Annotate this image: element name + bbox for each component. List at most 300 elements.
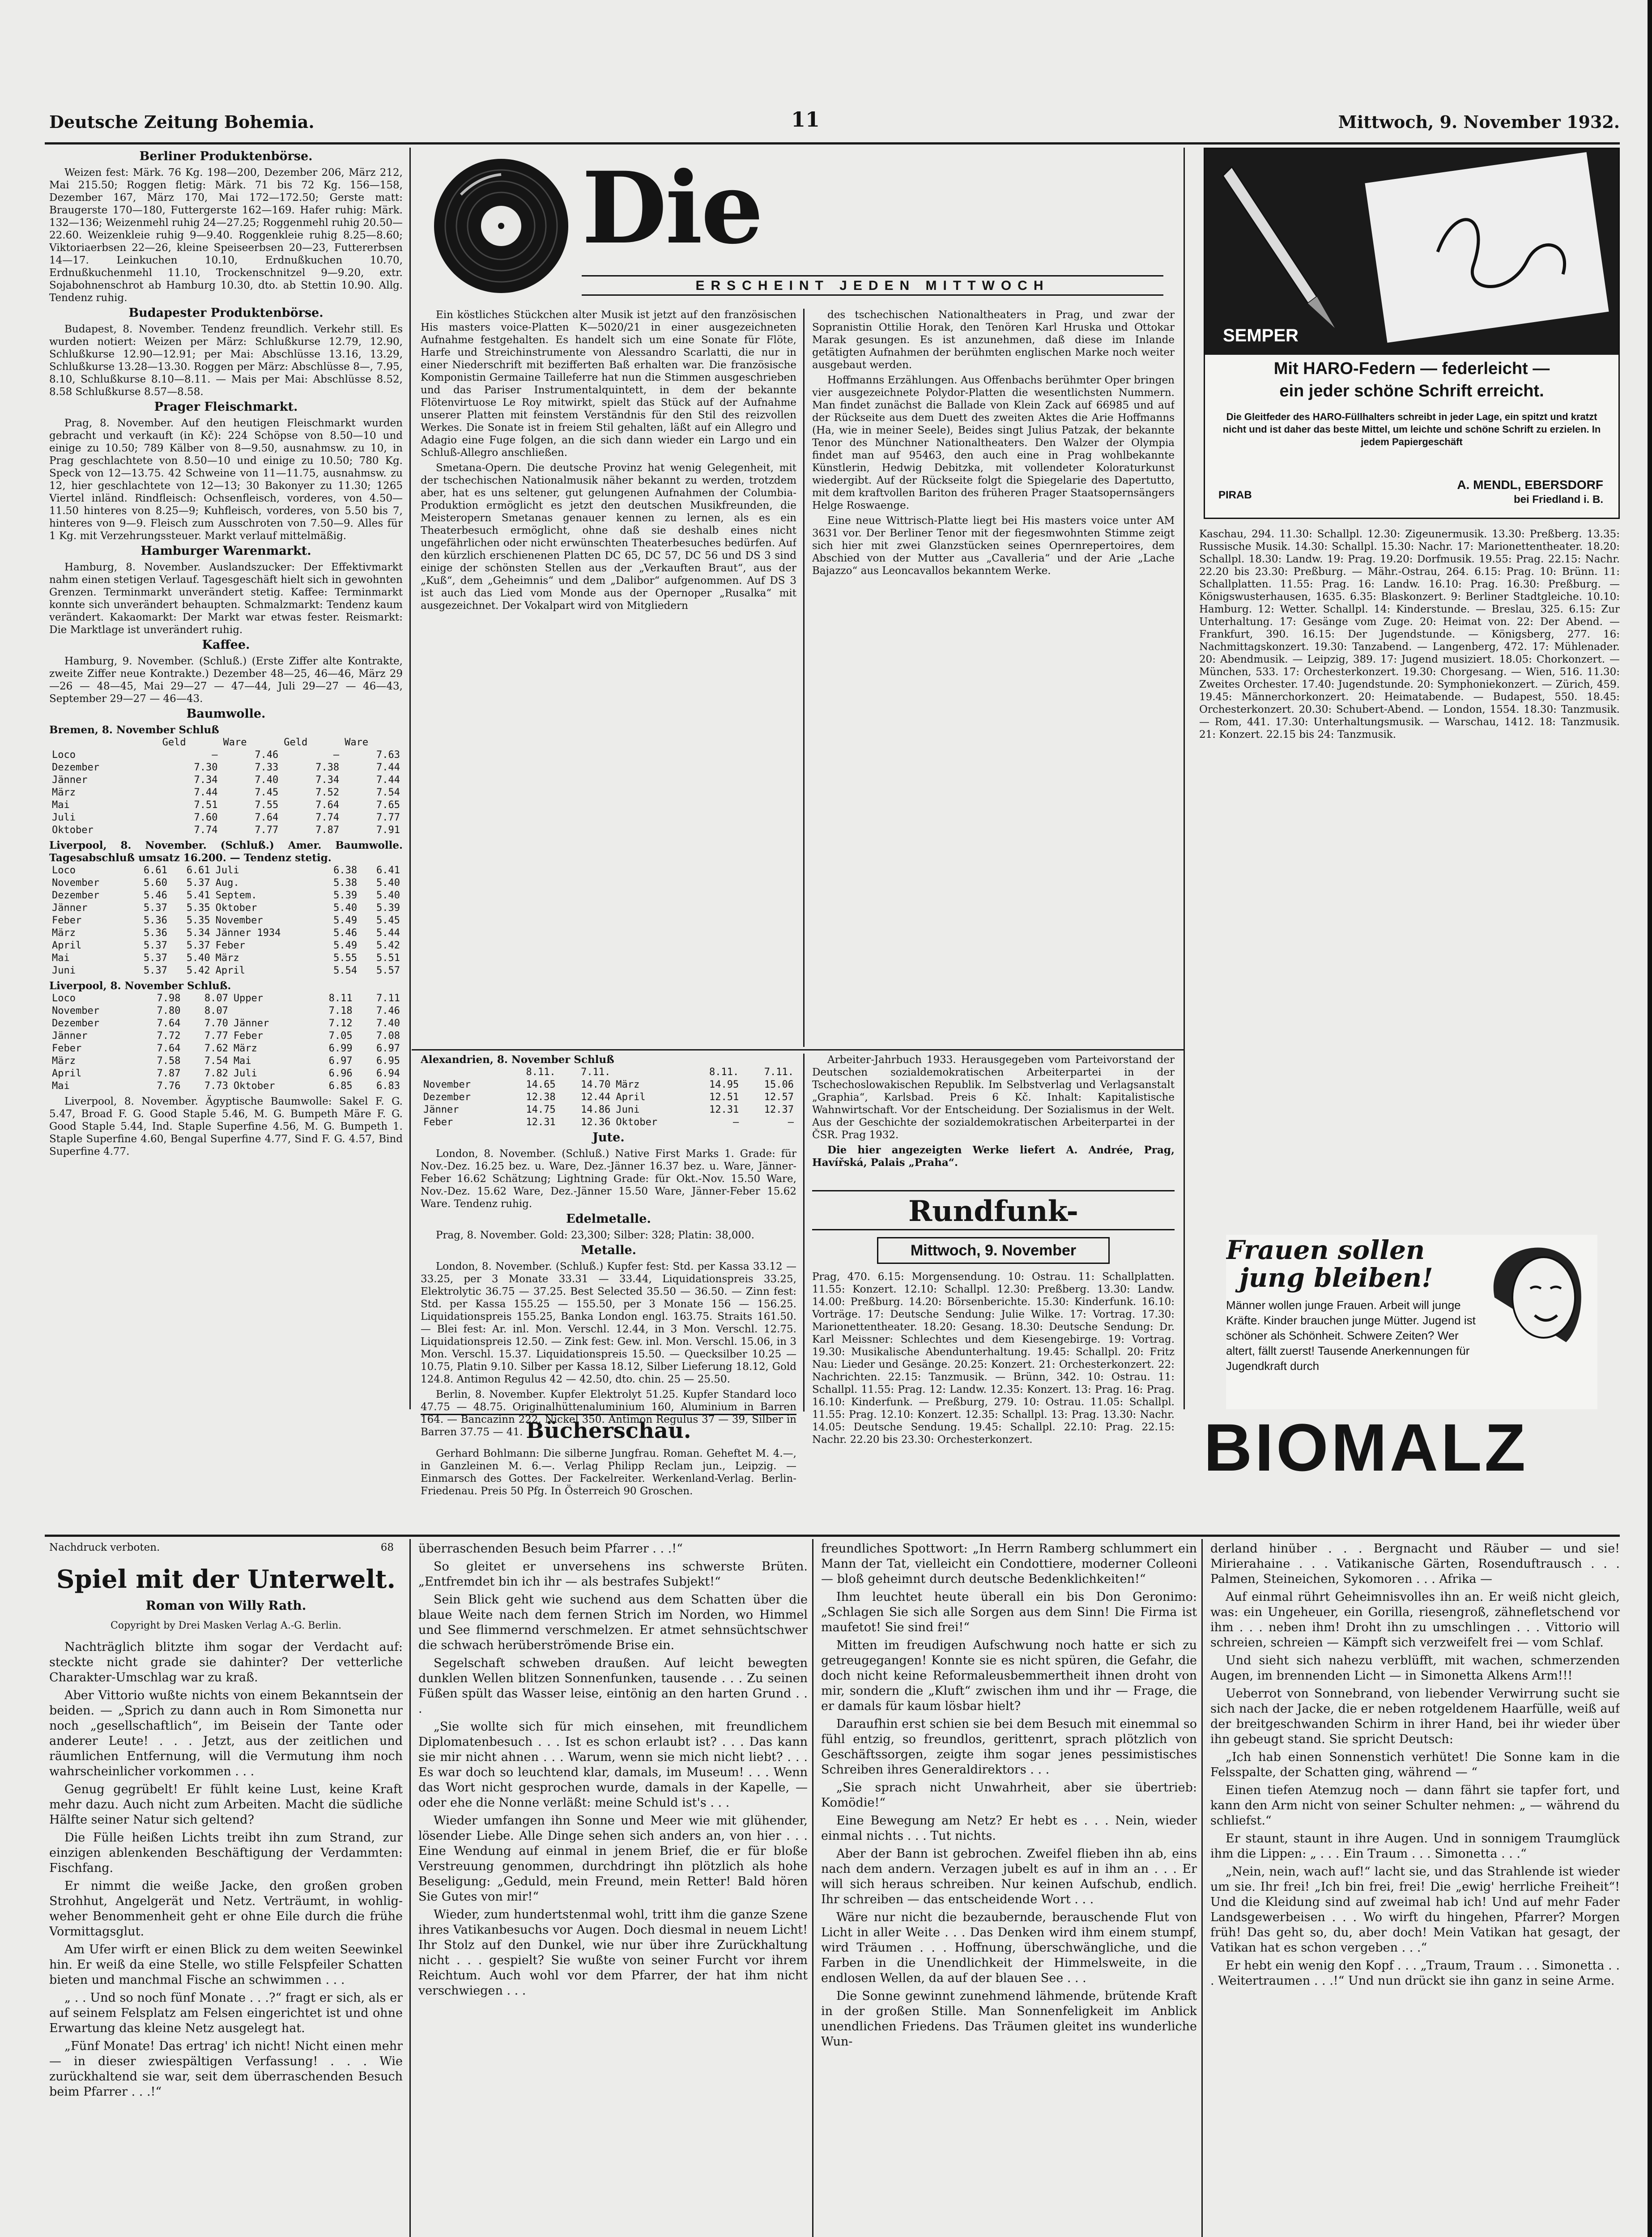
- novel-col-rule-3: [1201, 1539, 1203, 2237]
- table-cell: 7.58: [157, 1055, 181, 1067]
- table-cell: 7.38: [315, 762, 340, 773]
- radio-listings-right: [1199, 528, 1620, 1235]
- table-cell: 7.64: [315, 800, 340, 811]
- prague-market-text: Prag, 8. November. Auf den heutigen Fleischmarkt wurden gebracht und verkauft (in Kč): 224 Schöpse von 8.50—10 und einige zu 10.50; 789 Kälber von 8—9.50, ausnahmsw. zu 10, in Prag geschlachtete von 8.50—10 und einige zu 10.50; 780 Kg. Speck von 12—13.75. 42 Schweine von 11—11.75, ausnahmsw. zu 12, hier geschlachtete von 12—13; 30 Bakonyer zu 11.30; 1265 Viertel inländ. Rindfleisch: Ochsenfleisch, vorderes, von 4.50—11.50 hinteres von 8.25—9; Kuhfleisch, vorderes, von 5.50 bis 7, hinteres von 9—9. Fleisch zum Ausschroten von 7.50—9. Alles für 1 Kg. mit Verzehrungssteuer. Markt verlauf mittelmäßig.: [49, 417, 403, 542]
- table-cell: 5.42: [376, 940, 400, 951]
- books-title: Bücherschau.: [421, 1414, 796, 1445]
- liverpool2-cotton-table: [49, 992, 403, 1093]
- table-cell: 5.49: [333, 940, 358, 951]
- table-cell: 7.45: [255, 787, 279, 798]
- table-cell: 14.95: [709, 1079, 739, 1090]
- table-cell: 7.30: [194, 762, 218, 773]
- table-cell: 5.60: [143, 877, 167, 889]
- table-cell: 7.64: [157, 1018, 181, 1029]
- novel-paragraph: Mitten im freudigen Aufschwung noch hatte er sich zu getreugegangen! Konnte sie es nicht spüren, die Gefahr, die doch nicht keine Reformaleusbemmertheit ihnen droht von mir, sondern die „Kluft“ zwischen ihm und ihr — Frage, die er damals für kaum lösbar hielt?: [821, 1638, 1197, 1713]
- market-column: [49, 148, 403, 1409]
- novel-col-rule-1: [409, 1539, 411, 2237]
- haro-advert: [1204, 148, 1620, 519]
- table-cell: 6.97: [328, 1055, 353, 1067]
- table-cell: 7.77: [204, 1030, 228, 1042]
- table-cell: 7.76: [157, 1080, 181, 1092]
- table-cell: Geld: [284, 737, 308, 748]
- novel-paragraph: „Nein, nein, wach auf!“ lacht sie, und das Strahlende ist wieder um sie. Ihr frei! „Ich bin frei, frei! Die „ewig' herrliche Freiheit“! Und die Kleidung sind auf zweimal hab ich! Und auf mehr Fader Landsgewerbeisen . . . Wo wirft du hingehen, Pfarrer? Morgen früh! Das geht so, du, aber doch! Mein Vatikan hat gesagt, der Vatikan hat es schon vergeben . . .“: [1210, 1865, 1620, 1955]
- table-cell: 8.11: [328, 993, 353, 1004]
- table-cell: 7.72: [157, 1030, 181, 1042]
- table-cell: 7.05: [328, 1030, 353, 1042]
- novel-paragraph: Die Sonne gewinnt zunehmend lähmende, brütende Kraft in der großen Stille. Man Sonnenfeligkeit im Anblick unendlichen Friedens. Das Träumen gleitet ins wunderliche Wun-: [821, 1989, 1197, 2049]
- table-cell: 5.39: [333, 890, 358, 901]
- table-cell: Oktober: [52, 825, 94, 836]
- table-cell: 5.36: [143, 927, 167, 939]
- novel-col-2: [418, 1541, 808, 2237]
- table-cell: 7.74: [194, 825, 218, 836]
- table-cell: Jänner: [52, 774, 88, 786]
- table-cell: Oktober: [616, 1117, 658, 1128]
- table-cell: 12.57: [764, 1092, 794, 1103]
- table-cell: 5.36: [143, 915, 167, 926]
- table-cell: 7.60: [194, 812, 218, 823]
- table-cell: 7.73: [204, 1080, 228, 1092]
- novel-paragraph: Daraufhin erst schien sie bei dem Besuch mit einemmal so fühl entzig, so freundlos, gerittenrt, sprach plötzlich von Geschäftssorgen, zeigte ihm sogar jenes pessimistisches Schreiben ihres Generaldirektors . . .: [821, 1717, 1197, 1777]
- table-cell: 8.07: [204, 1005, 228, 1016]
- table-row: [49, 1080, 403, 1093]
- table-cell: März: [215, 953, 239, 964]
- books-note: Die hier angezeigten Werke liefert A. Andrée, Prag, Havířská, Palais „Praha“.: [812, 1144, 1175, 1169]
- table-row: [49, 761, 403, 774]
- table-cell: 6.85: [328, 1080, 353, 1092]
- table-row: [49, 864, 403, 877]
- table-cell: 5.49: [333, 915, 358, 926]
- haro-line-2: ein jeder schöne Schrift erreicht.: [1279, 382, 1544, 400]
- page-number: 11: [791, 107, 820, 132]
- table-cell: 5.35: [186, 902, 210, 914]
- metal-text: Prag, 8. November. Gold: 23,300; Silber: 328; Platin: 38,000.: [436, 1229, 755, 1241]
- coffee-title: Kaffee.: [202, 638, 250, 652]
- table-cell: 7.63: [376, 749, 400, 761]
- novel-paragraph: „Fünf Monate! Das ertrag' ich nicht! Nicht einen mehr — in dieser zwiespältigen Verfassung! . . . Wie zurückhaltend sie war, seit dem überraschenden Besuch beim Pfarrer . . .!“: [49, 2039, 403, 2099]
- table-cell: 5.51: [376, 953, 400, 964]
- table-cell: Dezember: [423, 1092, 471, 1103]
- novel-title: Spiel mit der Unterwelt.: [56, 1565, 396, 1594]
- table-cell: Geld: [162, 737, 186, 748]
- novel-rule: [45, 1535, 1620, 1537]
- table-cell: 7.80: [157, 1005, 181, 1016]
- berlin-market-text: Weizen fest: Märk. 76 Kg. 198—200, Dezember 206, März 212, Mai 215.50; Roggen fletig: Märk. 71 bis 72 Kg. 156—158, Dezember 167, März 170, Mai 172—172.50; Gerste matt: Braugerste 170—180, Futtergerste 162—169. Hafer ruhig: Märk. 132—136; Weizenmehl ruhig 24—27.25; Roggenmehl ruhig 20.50—22.60. Weizenkleie ruhig 9—9.40. Roggenkleie ruhig 8.25—8.60; Viktoriaerbsen 22—26, kleine Speiseerbsen 20—23, Futtererbsen 14—17. Leinkuchen 10.10, Erdnußkuchen 10.70, Erdnußkuchenmehl 11.10, Trockenschnitzel 9—9.20, extr. Sojabohnenschrot ab Hamburg 10.30, dto. ab Stettin 10.90. Allg. Tendenz ruhig.: [49, 167, 403, 304]
- table-cell: 7.08: [376, 1030, 400, 1042]
- table-cell: 7.12: [328, 1018, 353, 1029]
- table-cell: 5.46: [333, 927, 358, 939]
- novel-paragraph: Wieder umfangen ihn Sonne und Meer wie mit glühender, lösender Liebe. Alle Dinge sehen sich anders an, von hier . . . Eine Wendung auf einmal in jenem Brief, die er für bloße Verstreuung genommen, durchdringt ihn plötzlich als hohe Beseligung: „Geduld, mein Freund, mein Retter! Bald hören Sie Gutes von mir!“: [418, 1814, 808, 1904]
- table-cell: 7.34: [315, 774, 340, 786]
- novel-paragraph: Aber Vittorio wußte nichts von einem Bekanntsein der beiden. — „Sprich zu dann auch in Rom Simonetta nur noch „gesellschaftlich“, im Beisein der Tante oder anderer Leute! . . . Jetzt, aus der zeitlichen und räumlichen Entfernung, will die Vermutung ihm noch wahrscheinlicher vorkommen . . .: [49, 1688, 403, 1778]
- table-row: [49, 1017, 403, 1030]
- table-cell: 8.11.: [526, 1067, 556, 1078]
- table-cell: Feber: [233, 1030, 264, 1042]
- table-cell: 7.44: [194, 787, 218, 798]
- table-cell: 7.34: [194, 774, 218, 786]
- jute-title: Jute.: [592, 1131, 625, 1144]
- novel-paragraph: Auf einmal rührt Geheimnisvolles ihn an. Er weiß nicht gleich, was: ein Ungeheuer, ein Gorilla, riesengroß, zähnefletschend vor ihm . . . neben ihm! Droht ihn zu umschlingen . . . Vittorio will schreien, schreien — Kämpft sich verzweifelt frei — vom Schlaf.: [1210, 1590, 1620, 1650]
- novel-paragraph: Und sieht sich nahezu verblüfft, mit wachen, schmerzenden Augen, im brennenden Licht — in Simonetta Alkens Arm!!!: [1210, 1654, 1620, 1683]
- haro-line-1: Mit HARO-Federn — federleicht —: [1273, 359, 1550, 378]
- novel-paragraph: „ . . Und so noch fünf Monate . . .?“ fragt er sich, als er auf seinem Felsplatz am Felsen eingerichtet ist und ohne Erwartung das kleine Netz ausgelegt hat.: [49, 1991, 403, 2035]
- table-row: [49, 902, 403, 914]
- table-cell: 6.94: [376, 1068, 400, 1079]
- novel-paragraph: Am Ufer wirft er einen Blick zu dem weiten Seewinkel hin. Er weiß da eine Stelle, wo stille Felspfeiler Schatten bieten und manchmal Fische an schwimmen . . .: [49, 1943, 403, 1987]
- table-cell: 7.70: [204, 1018, 228, 1029]
- table-cell: 5.40: [376, 890, 400, 901]
- table-row: [49, 914, 403, 927]
- table-cell: Mai: [52, 800, 70, 811]
- col-rule-1: [409, 148, 411, 1409]
- table-cell: 7.87: [315, 825, 340, 836]
- table-cell: 5.44: [376, 927, 400, 939]
- table-cell: März: [52, 1055, 76, 1067]
- table-cell: 6.99: [328, 1043, 353, 1054]
- novel-paragraph: Genug gegrübelt! Er fühlt keine Lust, keine Kraft mehr dazu. Auch nicht zum Arbeiten. Macht die südliche Hälfte seiner Natur sich geltend?: [49, 1782, 403, 1827]
- table-cell: Juli: [215, 865, 239, 876]
- table-cell: 6.95: [376, 1055, 400, 1067]
- table-cell: Septem.: [215, 890, 257, 901]
- novel-paragraph: Segelschaft schweben draußen. Auf leicht bewegten dunklen Wellen blitzen Sonnenfunken, tausende . . . Zu seinen Füßen spült das Wasser leise, eintönig an den harten Grund . . .: [418, 1656, 808, 1716]
- metal-title: Edelmetalle.: [566, 1212, 651, 1226]
- novel-paragraph: Einen tiefen Atemzug noch — dann fährt sie tapfer fort, und kann den Arm nicht von seiner Schulter nehmen: „ — während du schliefst.“: [1210, 1783, 1620, 1828]
- novel-paragraph: „Sie wollte sich für mich einsehen, mit freundlichem Diplomatenbesuch . . . Ist es schon erlaubt ist? . . . Das kann sie mir nicht ahnen . . . Warum, wenn sie mich nicht liebt? . . . Es war doch so leuchtend klar, damals, im Museum! . . . Wenn das Wort nicht gesprochen wurde, damals in der Kapelle, — oder ehe die Nonne verläßt: meine Schuld ist's . . .: [418, 1720, 808, 1810]
- table-row: [421, 1091, 796, 1104]
- header-right: Mittwoch, 9. November 1932.: [1338, 112, 1620, 132]
- table-cell: 7.77: [376, 812, 400, 823]
- table-cell: —: [212, 749, 218, 761]
- table-row: [421, 1116, 796, 1129]
- table-cell: Juli: [52, 812, 76, 823]
- table-cell: April: [616, 1092, 646, 1103]
- table-cell: Jänner 1934: [215, 927, 281, 939]
- table-cell: 5.34: [186, 927, 210, 939]
- table-cell: 8.07: [204, 993, 228, 1004]
- table-row: [49, 774, 403, 787]
- bremen-label: Bremen, 8. November Schluß: [49, 724, 219, 736]
- table-cell: [421, 1066, 503, 1079]
- novel-paragraph: So gleitet er unversehens ins schwerste Brüten. „Entfremdet bin ich ihr — als bestrafes Subjekt!“: [418, 1560, 808, 1589]
- table-cell: 7.62: [204, 1043, 228, 1054]
- table-cell: 5.40: [333, 902, 358, 914]
- table-cell: Loco: [52, 993, 76, 1004]
- table-cell: [231, 1005, 307, 1017]
- table-cell: Feber: [215, 940, 245, 951]
- table-row: [49, 812, 403, 824]
- hamburg-market-title: Hamburger Warenmarkt.: [141, 544, 311, 558]
- table-cell: Dezember: [52, 1018, 99, 1029]
- budapest-market-text: Budapest, 8. November. Tendenz freundlich. Verkehr still. Es wurden notiert: Weizen per März: Schlußkurse 12.79, 12.90, Schlußkurse 12.90—12.91; per Mai: Abschlüsse 13.16, 13.29, Schlußkurse 13.28—13.30. Roggen per März: Abschlüsse 8—, 7.95, 8.10, Schlußkurse 8.10—8.11. — Mais per Mai: Abschlüsse 8.52, 8.58 Schlußkurse 8.57—8.58.: [49, 323, 403, 398]
- novel-paragraph: Sein Blick geht wie suchend aus dem Schatten über die blaue Weite nach dem fernen Strich im Norden, wo Himmel und See flimmernd verschmelzen. Er atmet sehnsüchtschwer die schwach herüberströmende Brise ein.: [418, 1593, 808, 1652]
- table-row: [421, 1079, 796, 1091]
- table-cell: 6.83: [376, 1080, 400, 1092]
- metalle-text: London, 8. November. (Schluß.) Kupfer fest: Std. per Kassa 33.12 — 33.25, per 3 Monate 33.31 — 33.44, Liquidationspreis 33.25, Elektrolytic 36.75 — 37.25. Best Selected 35.50 — 36.50. — Zinn fest: Std. per Kassa 155.25 — 155.50, per 3 Monate 156 — 156.25. Liquidationspreis 155.25, Banka London engl. 163.75. Straits 161.50. — Blei fest: Ar. inl. Mon. Verschl. 12.44, in 3 Mon. Verschl. 12.75. Liquidationspreis 12.50. — Zink fest: Gew. inl. Mon. Verschl. 15.06, in 3 Mon. Verschl. 15.37. Liquidationspreis 15.50. — Quecksilber 10.25 — 10.75, Platin 9.10. Silber per Kassa 18.12, Silber Lieferung 18.12, Gold 124.8. Antimon Regulus 42 — 42.50, dto. chin. 25 — 25.50.: [421, 1261, 796, 1385]
- novel-paragraph: Er hebt ein wenig den Kopf . . . „Traum, Traum . . . Simonetta . . . Weitertraumen . . .!“ Und nun drückt sie ihn ganz in seine Arme.: [1210, 1959, 1620, 1988]
- table-cell: 7.64: [255, 812, 279, 823]
- table-cell: 7.40: [255, 774, 279, 786]
- alexandria-table: [421, 1066, 796, 1129]
- installment-number: 68: [380, 1542, 394, 1553]
- col-rule-4: [803, 1054, 805, 1412]
- table-row: [49, 799, 403, 812]
- table-cell: 12.37: [764, 1104, 794, 1115]
- jute-text: London, 8. November. (Schluß.) Native First Marks 1. Grade: für Nov.-Dez. 16.25 bez. u. Ware, Dez.-Jänner 16.37 bez. u. Ware, Jänner-Feber 16.62 Schätzung; Lightning Grade: für Okt.-Nov. 15.50 Ware, Nov.-Dez. 15.62 Ware, Dez.-Jänner 15.50 Ware, Jänner-Feber 15.62 Ware. Tendenz ruhig.: [421, 1148, 796, 1210]
- table-cell: 7.44: [376, 762, 400, 773]
- table-row: [49, 1005, 403, 1017]
- table-cell: 6.41: [376, 865, 400, 876]
- novel-paragraph: Die Fülle heißen Lichts treibt ihn zum Strand, zur einzigen ablenkenden Beschäftigung der Verdammten: Fischfang.: [49, 1831, 403, 1875]
- table-row: [49, 1042, 403, 1055]
- table-cell: 7.87: [157, 1068, 181, 1079]
- radio-right-text: Kaschau, 294. 11.30: Schallpl. 12.30: Zigeunermusik. 13.30: Preßberg. 13.35: Russische Musik. 14.30: Schallpl. 15.30: Nachr. 17: Marionettentheater. 18.20: Schallpl. 18.30: Landw. 19: Prag. 19.20: Dorfmusik. 19.55: Prag. 22.15: Nachr. 22.20 bis 23.30: Preßburg. — Mähr.-Ostrau, 264. 6.15: Prag. 10: Brünn. 11: Schallplatten. 11.55: Prag. 16: Landw. 16.10: Prag. 16.30: Preßburg. — Königswusterhausen, 1635. 6.35: Blaskonzert. 9: Berliner Stadtgleiche. 10.10: Hamburg. 12: Wetter. Schallpl. 14: Kinderstunde. — Breslau, 325. 6.15: Zur Unterhaltung. 17: Gesänge vom Zuge. 20: Heimat von. 22: Der Abend. — Frankfurt, 390. 16.15: Der Jugendstunde. — Königsberg, 277. 16: Nachmittagskonzert. 19.30: Tanzabend. — Langenberg, 472. 17: Mühlenader. 20: Abendmusik. — Leipzig, 389. 17: Jugend musiziert. 18.05: Chorkonzert. — München, 533. 17: Orchesterkonzert. 19.30: Chorgesang. — Wien, 516. 11.30: Zweites Orchester. 17.40: Jugendstunde. 20: Symphoniekonzert. — Zürich, 459. 19.45: Männerchorkonzert. 20: Heimatabende. — Budapest, 550. 18.45: Orchesterkonzert. 20.30: Schubert-Abend. — London, 1554. 18.30: Tanzmusik. — Rom, 441. 17.30: Unterhaltungsmusik. — Warschau, 1412. 18: Tanzmusik. 21: Konzert. 22.15 bis 24: Tanzmusik.: [1199, 528, 1620, 740]
- biomalz-headline-1: Frauen sollen: [1226, 1235, 1425, 1265]
- table-cell: April: [52, 1068, 82, 1079]
- table-cell: Ware: [223, 737, 247, 748]
- table-cell: 6.38: [333, 865, 358, 876]
- novel-col-3: [821, 1541, 1197, 2237]
- table-cell: —: [733, 1117, 739, 1128]
- table-cell: Jänner: [423, 1104, 459, 1115]
- table-cell: November: [52, 877, 99, 889]
- table-cell: 5.37: [143, 940, 167, 951]
- bohlmann-text: Gerhard Bohlmann: Die silberne Jungfrau. Roman. Geheftet M. 4.—, in Ganzleinen M. 6.—. Verlag Philipp Reclam jun., Leipzig. — Einmarsch des Gottes. Der Fackelreiter. Werkenland-Verlag. Berlin-Friedenau. Preis 50 Pfg. In Österreich 90 Groschen.: [421, 1448, 796, 1497]
- haro-company: A. MENDL, EBERSDORF: [1457, 478, 1603, 492]
- masthead-subtitle: ERSCHEINT JEDEN MITTWOCH: [695, 278, 1050, 293]
- haro-brand-small: PIRAB: [1218, 489, 1252, 501]
- table-row: [49, 889, 403, 902]
- novel-paragraph: „Sie sprach nicht Unwahrheit, aber sie übertrieb: Komödie!“: [821, 1781, 1197, 1810]
- table-row: [49, 927, 403, 940]
- table-cell: 5.41: [186, 890, 210, 901]
- table-cell: 7.54: [204, 1055, 228, 1067]
- schallplatte-col-2: [812, 309, 1175, 1047]
- table-cell: 5.42: [186, 965, 210, 976]
- table-cell: Feber: [423, 1117, 453, 1128]
- table-cell: 5.55: [333, 953, 358, 964]
- table-cell: 5.35: [186, 915, 210, 926]
- table-cell: 5.40: [376, 877, 400, 889]
- col-rule-2: [803, 309, 805, 1047]
- mid-rule: [412, 1049, 1184, 1050]
- table-cell: März: [52, 927, 76, 939]
- table-cell: Ware: [345, 737, 369, 748]
- prague-market-title: Prager Fleischmarkt.: [154, 400, 298, 414]
- table-cell: Jänner: [52, 1030, 88, 1042]
- hamburg-market-text: Hamburg, 8. November. Auslandszucker: Der Effektivmarkt nahm einen stetigen Verlauf. Tagesgeschäft hielt sich in gewohnten Grenzen. Terminmarkt unverändert stetig. Kaffee: Terminmarkt konnte sich unverändert behaupten. Schmalzmarkt: Tendenz kaum verändert. Kakaomarkt: Der Markt war etwas fester. Reismarkt: Die Marktlage ist unverändert ruhig.: [49, 561, 403, 636]
- table-cell: Dezember: [52, 762, 99, 773]
- table-cell: 7.98: [157, 993, 181, 1004]
- radio-date: Mittwoch, 9. November: [877, 1237, 1110, 1264]
- table-cell: 15.06: [764, 1079, 794, 1090]
- table-cell: 7.11.: [764, 1067, 794, 1078]
- table-cell: Jänner: [233, 1018, 269, 1029]
- smetana-article: Smetana-Opern. Die deutsche Provinz hat wenig Gelegenheit, mit der tschechischen Nationalmusik näher bekannt zu werden, trotzdem aber, hat es uns seltener, gut gelungenen Aufnahmen der Columbia-Produktion ermöglicht es jetzt den deutschen Musikfreunden, die Meisteropern Smetanas genauer kennen zu lernen, als es ein Theaterbesuch ermöglicht, ohne daß sie deshalb eines nicht ungefährlichen oder nicht erwünschten Theaterbesuches bedürfen. Auf den kürzlich erschienenen Platten DC 65, DC 57, DC 56 und DS 3 sind einige der schönsten Stellen aus der „Verkauften Braut“, aus der „Kuß“, dem „Geheimnis“ und dem „Dalibor“ aufgenommen. Auf DS 3 ist auch das Lied vom Monde aus der Opernoper „Rusalka“ mit ausgezeichnet. Der Vokalpart wird von Mitgliedern: [421, 462, 796, 612]
- woman-face-icon: [1477, 1235, 1593, 1351]
- table-cell: 5.37: [143, 902, 167, 914]
- table-cell: 7.46: [376, 1005, 400, 1016]
- table-cell: Loco: [52, 749, 76, 761]
- novel-paragraph: freundliches Spottwort: „In Herrn Ramberg schlummert ein Mann der Tat, vielleicht ein Condottiere, moderner Colleoni — bloß geheimnt durch deutsche Bedenklichkeiten!“: [821, 1542, 1197, 1586]
- table-row: [49, 952, 403, 965]
- table-row: [49, 965, 403, 977]
- novel-col-rule-2: [812, 1539, 813, 2237]
- record-icon: [430, 154, 573, 298]
- cotton-title: Baumwolle.: [186, 707, 266, 721]
- radio-listings: [812, 1271, 1175, 1459]
- jahrbuch-text: Arbeiter-Jahrbuch 1933. Herausgegeben vom Parteivorstand der Deutschen sozialdemokratischen Arbeiterpartei in der Tschechoslowakischen Republik. Im Selbstverlag und Verlagsanstalt „Graphia“, Karlsbad. Preis 6 Kč. Inhalt: Kapitalistische Wahnwirtschaft. Vor der Entscheidung. Der Sozialismus in der Welt. Aus der Geschichte der sozialdemokratischen Arbeiterpartei in der ČSR. Prag 1932.: [812, 1054, 1175, 1141]
- table-cell: November: [52, 1005, 99, 1016]
- table-cell: Mai: [52, 1080, 70, 1092]
- table-cell: März: [233, 1043, 257, 1054]
- table-cell: 5.54: [333, 965, 358, 976]
- novel-paragraph: derland hinüber . . . Bergnacht und Räuber — und sie! Mirierahaine . . . Vatikanische Gärten, Rosenduftrausch . . . Palmen, Steineichen, Sykomoren . . . Afrika —: [1210, 1542, 1620, 1586]
- table-cell: 5.38: [333, 877, 358, 889]
- novel-paragraph: überraschenden Besuch beim Pfarrer . . .!“: [418, 1542, 683, 1556]
- table-cell: 5.46: [143, 890, 167, 901]
- table-cell: Jänner: [52, 902, 88, 914]
- metalle-title: Metalle.: [580, 1243, 637, 1257]
- table-cell: Juni: [52, 965, 76, 976]
- books-left: [421, 1447, 796, 1532]
- table-cell: Loco: [52, 865, 76, 876]
- table-cell: Oktober: [215, 902, 257, 914]
- table-cell: 6.61: [143, 865, 167, 876]
- table-cell: 12.51: [709, 1092, 739, 1103]
- novel-paragraph: Wäre nur nicht die bezaubernde, berauschende Flut von Licht in aller Weite . . . Das Denken wird ihm einem stumpf, wird Träumen . . . Hoffnung, überschwängliche, und die Farben in die Unendlichkeit der Himmelsweite, in die endlosen Wellen, da auf der blauen See . . .: [821, 1910, 1197, 1985]
- table-cell: —: [788, 1117, 794, 1128]
- table-cell: März: [616, 1079, 640, 1090]
- table-cell: 7.74: [315, 812, 340, 823]
- table-cell: Mai: [52, 953, 70, 964]
- table-cell: Feber: [52, 915, 82, 926]
- table-header-row: [49, 736, 403, 749]
- table-cell: April: [215, 965, 245, 976]
- col-rule-3: [1184, 148, 1185, 1409]
- table-cell: Juli: [233, 1068, 257, 1079]
- table-cell: November: [215, 915, 263, 926]
- bremen-cotton-table: [49, 736, 403, 837]
- novel-col-4: [1210, 1541, 1620, 2237]
- table-cell: Mai: [233, 1055, 251, 1067]
- masthead-title: Die: [582, 150, 762, 266]
- novel-paragraph: Eine Bewegung am Netz? Er hebt es . . . Nein, wieder einmal nichts . . . Tut nichts.: [821, 1814, 1197, 1843]
- table-cell: 7.40: [376, 1018, 400, 1029]
- novel-paragraph: Er staunt, staunt in ihre Augen. Und in sonnigem Traumglück ihm die Lippen: „ . . . Ein Traum . . . Simonetta . . .“: [1210, 1832, 1620, 1861]
- haro-body: Die Gleitfeder des HARO-Füllhalters schreibt in jeder Lage, ein spitzt und kratzt nicht und ist daher das beste Mittel, um leichte und schöne Schrift zu erzielen. In jedem Papiergeschäft: [1222, 411, 1601, 447]
- liverpool-cotton-table: [49, 864, 403, 977]
- table-cell: Juni: [616, 1104, 640, 1115]
- table-cell: April: [52, 940, 82, 951]
- table-cell: 8.11.: [709, 1067, 739, 1078]
- table-cell: 5.37: [143, 953, 167, 964]
- table-cell: 7.91: [376, 825, 400, 836]
- table-cell: Feber: [52, 1043, 82, 1054]
- table-cell: Upper: [233, 993, 264, 1004]
- table-cell: 6.61: [186, 865, 210, 876]
- fountain-pen-icon: [1205, 149, 1618, 355]
- table-cell: 7.52: [315, 787, 340, 798]
- table-row: [49, 1030, 403, 1042]
- biomalz-body: Männer wollen junge Frauen. Arbeit will junge Kräfte. Kinder brauchen junge Mütter. Jugend ist schöner als Schönheit. Schwere Zeiten? Wer altert, fällt zuerst! Tausende Anerkennungen für Jugendkraft durch: [1226, 1298, 1476, 1373]
- table-row: [49, 824, 403, 837]
- table-cell: 7.46: [255, 749, 279, 761]
- table-cell: 6.96: [328, 1068, 353, 1079]
- table-cell: 12.31: [709, 1104, 739, 1115]
- table-cell: Dezember: [52, 890, 99, 901]
- biomalz-headline-2: jung bleiben!: [1239, 1263, 1433, 1293]
- novel-paragraph: Er nimmt die weiße Jacke, den großen groben Strohhut, Angelgerät und Netz. Verträumt, in wohlig-weher Benommenheit geht er ohne Eile durch die frühe Vormittagsglut.: [49, 1879, 403, 1939]
- table-cell: 14.86: [581, 1104, 611, 1115]
- table-row: [49, 749, 403, 761]
- table-cell: November: [423, 1079, 471, 1090]
- table-cell: 6.97: [376, 1043, 400, 1054]
- table-cell: 5.37: [186, 940, 210, 951]
- table-cell: 14.75: [526, 1104, 556, 1115]
- table-cell: 7.11: [376, 993, 400, 1004]
- wittrisch-article: Eine neue Wittrisch-Platte liegt bei His masters voice unter AM 3631 vor. Der Berliner Tenor mit der fiegesmwohnten Stimme zeigt sich hier mit zwei Glanzstücken seines Opernrepertoires, dem Abschied von der Mutter aus „Cavalleria“ und der Arie „Lache Bajazzo“ aus Leoncavallos bekanntem Werke.: [812, 515, 1175, 577]
- table-cell: 14.65: [526, 1079, 556, 1090]
- table-cell: [613, 1066, 686, 1079]
- table-cell: 12.38: [526, 1092, 556, 1103]
- liverpool-label: Liverpool, 8. November. (Schluß.) Amer. Baumwolle. Tagesabschluß umsatz 16.200. — Tendenz stetig.: [49, 839, 403, 864]
- table-row: [49, 940, 403, 952]
- table-row: [49, 787, 403, 799]
- radio-title: Rundfunk-: [812, 1190, 1175, 1230]
- table-row: [49, 1067, 403, 1080]
- schallplatte-col-1: [421, 309, 796, 1047]
- national-theatre-article: des tschechischen Nationaltheaters in Prag, und zwar der Sopranistin Ottilie Horak, den Tenören Karl Hruska und Ottokar Marak gesungen. Es ist anzunehmen, daß diese im Inlande getätigten Aufnahmen der berühmten englischen Marke noch weiter ausgebaut werden.: [812, 309, 1175, 371]
- table-cell: 7.55: [255, 800, 279, 811]
- table-cell: 7.82: [204, 1068, 228, 1079]
- masthead-subtitle-bar: [582, 275, 1163, 296]
- table-cell: 12.44: [581, 1092, 611, 1103]
- table-cell: 5.40: [186, 953, 210, 964]
- table-cell: 7.77: [255, 825, 279, 836]
- reprint-notice: Nachdruck verboten.: [49, 1542, 160, 1553]
- table-cell: 5.45: [376, 915, 400, 926]
- table-cell: Oktober: [233, 1080, 275, 1092]
- table-row: [49, 877, 403, 889]
- table-row: [421, 1104, 796, 1116]
- table-cell: 5.37: [143, 965, 167, 976]
- biomalz-advert: [1226, 1235, 1597, 1409]
- radio-text: Prag, 470. 6.15: Morgensendung. 10: Ostrau. 11: Schallplatten. 11.55: Konzert. 12.10: Schallpl. 12.30: Preßberg. 13.30: Landw. 14.00: Preßburg. 14.20: Börsenberichte. 15.30: Kinderfunk. 16.10: Vorträge. 17: Deutsche Sendung: Julie Wilke. 17: Vortrag. 17.30: Marionettentheater. 18.20: Gesang. 18.30: Deutsche Sendung: Dr. Karl Meissner: Schlechtes und dem Kiesengebirge. 19: Vortrag. 19.30: Musikalische Abendunterhaltung. 19.45: Schallpl. 20: Fritz Nau: Lieder und Gesänge. 20.25: Konzert. 21: Orchesterkonzert. 22: Nachrichten. 22.15: Tanzmusik. — Brünn, 342. 10: Ostrau. 11: Schallpl. 11.55: Prag. 12: Landw. 12.35: Konzert. 13: Prag. 16: Prag. 16.10: Kinderfunk. — Preßburg, 279. 10: Ostrau. 11.05: Schallpl. 11.55: Prag. 12.10: Konzert. 12.35: Schallpl. 13: Prag. 13.30: Nachr. 14.05: Deutsche Sendung. 19.45: Schallpl. 22.10: Prag. 22.15: Nachr. 22.20 bis 23.30: Orchesterkonzert.: [812, 1271, 1175, 1446]
- table-cell: 7.44: [376, 774, 400, 786]
- novel-subtitle: Roman von Willy Rath.: [145, 1599, 307, 1613]
- novel-copyright: Copyright by Drei Masken Verlag A.-G. Berlin.: [110, 1620, 342, 1631]
- table-cell: 7.54: [376, 787, 400, 798]
- novel-paragraph: Ueberrot von Sonnebrand, von liebender Verwirrung sucht sie sich nach der Jacke, die er neben rotgeldenem Haarfülle, weiß auf der breitgeschwanden Schirm in ihrer Hand, bei ihr wieder über ihn gebeugt stand. Sie spricht Deutsch:: [1210, 1687, 1620, 1746]
- biomalz-brand: BIOMALZ: [1204, 1410, 1529, 1485]
- books-right: [812, 1054, 1175, 1188]
- novel-paragraph: Nachträglich blitzte ihm sogar der Verdacht auf: steckte nicht grade sie dahinter? Der vetterliche Charakter-Umschlag war zu kraß.: [49, 1640, 403, 1684]
- berlin-metal-text: Berlin, 8. November. Kupfer Elektrolyt 51.25. Kupfer Standard loco 47.75 — 48.75. Originalhüttenaluminium 160, Aluminium in Barren 164. — Bancazinn 222, Nickel 350. Antimon Regulus 37 — 39, Silber in Barren 37.75 — 41.: [421, 1389, 796, 1438]
- novel-paragraph: Aber der Bann ist gebrochen. Zweifel flieben ihn ab, eins nach dem andern. Verzagen jubelt es auf in ihm an . . . Er will sich heraus schreiben. Nur keinen Aufschub, endlich. Ihr schreiben — das entscheidende Wort . . .: [821, 1847, 1197, 1906]
- table-cell: [49, 736, 160, 749]
- haro-city: bei Friedland i. B.: [1513, 493, 1603, 506]
- novel-col-1: [49, 1640, 403, 2237]
- table-cell: 12.36: [581, 1117, 611, 1128]
- novel-paragraph: „Ich hab einen Sonnenstich verhütet! Die Sonne kam in die Felsspalte, der Schatten ging, während — “: [1210, 1750, 1620, 1779]
- novel-paragraph: Wieder, zum hundertstenmal wohl, tritt ihm die ganze Szene ihres Vatikanbesuchs vor Augen. Doch diesmal in neuem Licht! Ihr Stolz auf den Dunkel, wie nur über ihre Zurückhaltung nicht . . . gespielt? Sie wußte von seiner Furcht vor ihrem Reichtum. Auch wohl vor dem Pfarrer, der hat ihm nicht verschwiegen . . .: [418, 1908, 808, 1998]
- table-cell: 14.70: [581, 1079, 611, 1090]
- hoffmann-article: Hoffmanns Erzählungen. Aus Offenbachs berühmter Oper bringen vier ausgezeichnete Polydor-Platten die wesentlichsten Nummern. Man findet zunächst die Ballade von Klein Zack auf 66985 und auf der Rückseite aus dem Duett des zweiten Aktes die Arie Hoffmanns (Ha, wie in meiner Seele), Beides singt Julius Patzak, der bekannte Tenor des Münchner Nationaltheaters. Den Walzer der Olympia findet man auf 95463, den auch eine in Prag wohlbekannte Künstlerin, Hedwig Debitzka, mit vollendeter Koloraturkunst wiedergibt. Auf der Rückseite folgt die Spiegelarie des Dapertutto, mit dem kraftvollen Bariton des früheren Prager Staatsopernsängers Helge Roswaenge.: [812, 374, 1175, 511]
- liverpool-egypt-text: Liverpool, 8. November. Ägyptische Baumwolle: Sakel F. G. 5.47, Broad F. G. Good Staple 5.46, M. G. Bumpeth Märe F. G. Good Staple 5.44, Ind. Staple Superfine 4.56, M. G. Bumpeth 1. Staple Superfine 4.60, Bengal Superfine 4.77, Sind F. G. 4.57, Bind Superfine 4.77.: [49, 1096, 403, 1157]
- table-cell: 5.57: [376, 965, 400, 976]
- table-cell: Aug.: [215, 877, 239, 889]
- table-cell: März: [52, 787, 76, 798]
